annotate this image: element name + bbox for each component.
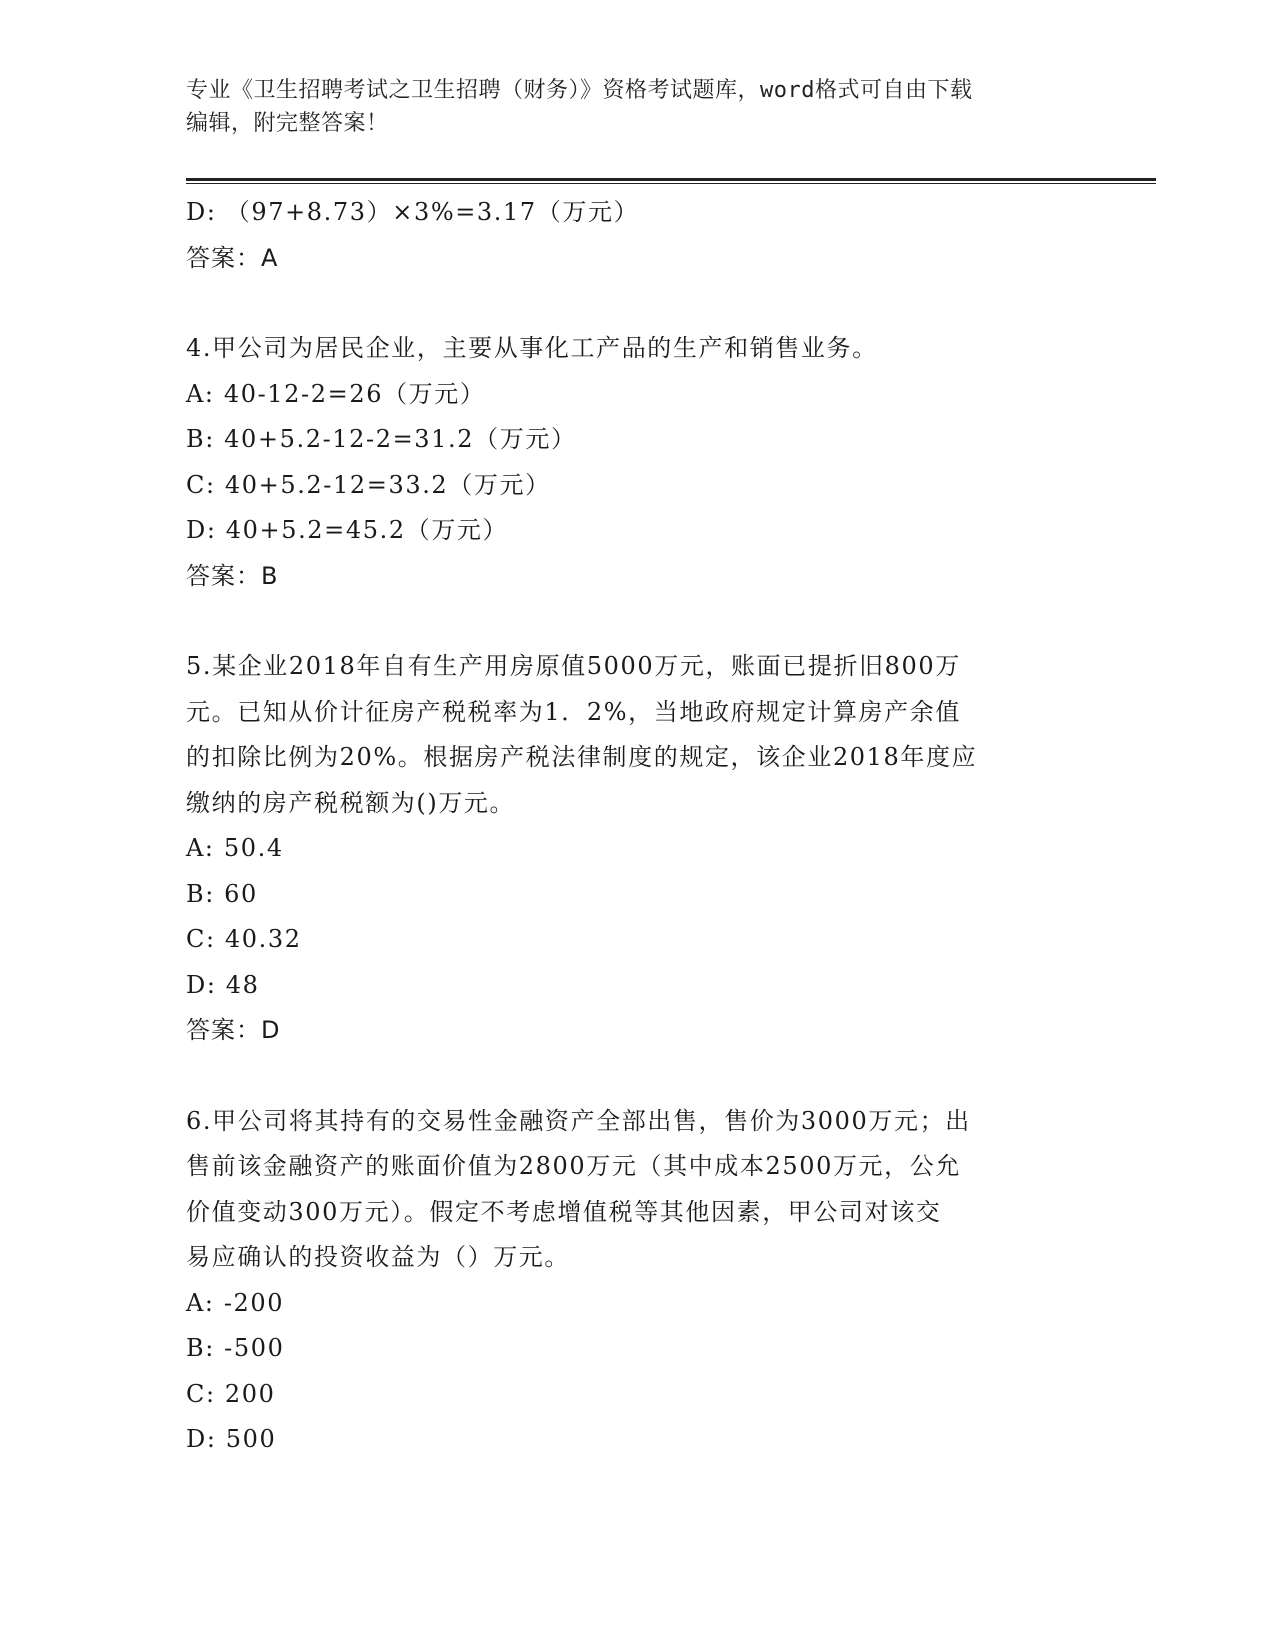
header-line-1: 专业《卫生招聘考试之卫生招聘（财务）》资格考试题库，word格式可自由下载: [186, 78, 973, 103]
q5-option-a: A: 50.4: [186, 834, 284, 862]
q6-option-c: C: 200: [186, 1379, 276, 1408]
q5-option-d: D: 48: [186, 970, 260, 999]
question-3-tail: [186, 190, 1086, 281]
q4-stem: 4.甲公司为居民企业，主要从事化工产品的生产和销售业务。: [186, 334, 878, 362]
q4-option-b: B: 40+5.2-12-2=31.2（万元）: [186, 425, 577, 453]
q5-stem-line-4: 缴纳的房产税税额为()万元。: [186, 788, 516, 817]
q5-stem-line-3: 的扣除比例为20%。根据房产税法律制度的规定，该企业2018年度应: [186, 743, 978, 771]
q5-option-b: B: 60: [186, 879, 258, 908]
q6-stem-line-4: 易应确认的投资收益为（）万元。: [186, 1243, 570, 1271]
document-body: [186, 190, 1086, 1463]
q4-option-a: A: 40-12-2=26（万元）: [186, 379, 486, 408]
q3-option-d: D: （97+8.73）×3%=3.17（万元）: [186, 198, 640, 226]
q4-answer: 答案：B: [186, 561, 279, 590]
q4-option-d: D: 40+5.2=45.2（万元）: [186, 516, 509, 544]
q6-stem-line-2: 售前该金融资产的账面价值为2800万元（其中成本2500万元，公允: [186, 1152, 961, 1180]
q5-option-c: C: 40.32: [186, 925, 302, 953]
q6-option-a: A: -200: [186, 1288, 285, 1317]
header-divider-thin: [186, 183, 1156, 184]
spacer: [186, 281, 1086, 326]
question-6: [186, 1099, 1086, 1463]
q5-stem-line-1: 5.某企业2018年自有生产用房原值5000万元，账面已提折旧800万: [186, 652, 961, 680]
q6-stem-line-3: 价值变动300万元）。假定不考虑增值税等其他因素，甲公司对该交: [186, 1197, 942, 1226]
q4-option-c: C: 40+5.2-12=33.2（万元）: [186, 470, 551, 499]
q5-answer: 答案：D: [186, 1016, 281, 1044]
q6-option-d: D: 500: [186, 1425, 277, 1453]
q5-stem-line-2: 元。已知从价计征房产税税率为1．2%，当地政府规定计算房产余值: [186, 697, 961, 726]
question-4: [186, 326, 1086, 599]
header-line-2: 编辑，附完整答案！: [186, 111, 389, 136]
document-header: [186, 74, 1076, 140]
spacer: [186, 599, 1086, 644]
q6-stem-line-1: 6.甲公司将其持有的交易性金融资产全部出售，售价为3000万元；出: [186, 1106, 971, 1135]
question-5: [186, 644, 1086, 1054]
q6-option-b: B: -500: [186, 1334, 285, 1362]
header-divider-thick: [186, 178, 1156, 181]
q3-answer: 答案：A: [186, 243, 279, 272]
spacer: [186, 1054, 1086, 1099]
